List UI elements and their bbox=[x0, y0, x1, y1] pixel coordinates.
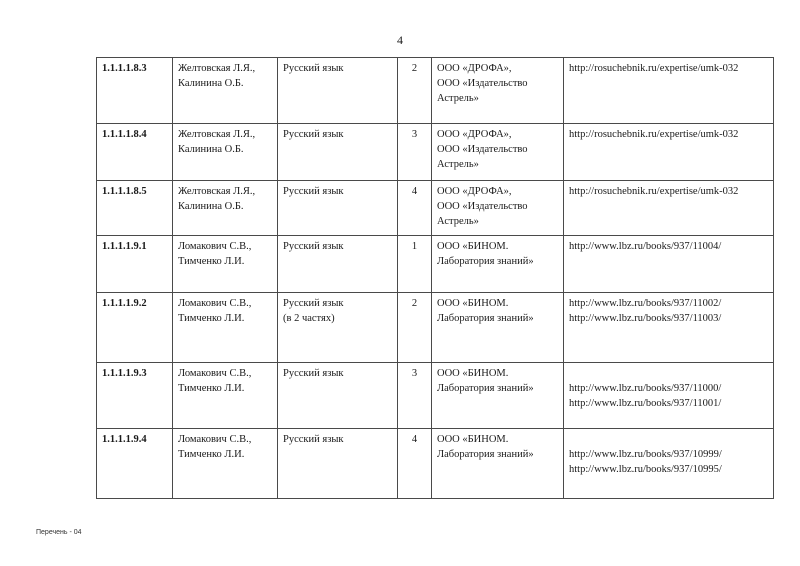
code-text: 1.1.1.1.8.3 bbox=[102, 63, 147, 74]
grade-text: 4 bbox=[411, 186, 418, 197]
code-text: 1.1.1.1.9.4 bbox=[102, 434, 147, 445]
cell-publisher bbox=[432, 124, 564, 181]
table-row bbox=[97, 181, 774, 236]
cell-code bbox=[97, 363, 173, 429]
grade-text: 3 bbox=[411, 368, 418, 379]
author-line: Желтовская Л.Я., bbox=[178, 63, 256, 74]
cell-links bbox=[564, 124, 774, 181]
cell-grade bbox=[398, 293, 432, 363]
cell-authors bbox=[173, 293, 278, 363]
cell-authors bbox=[173, 124, 278, 181]
cell-links bbox=[564, 236, 774, 293]
cell-publisher bbox=[432, 363, 564, 429]
textbook-table bbox=[96, 57, 774, 499]
cell-grade bbox=[398, 124, 432, 181]
cell-title bbox=[278, 429, 398, 499]
author-line: Ломакович С.В., bbox=[178, 434, 252, 445]
table-row bbox=[97, 236, 774, 293]
cell-publisher bbox=[432, 293, 564, 363]
url-link[interactable]: http://rosuchebnik.ru/expertise/umk-032 bbox=[569, 186, 739, 197]
cell-grade bbox=[398, 429, 432, 499]
grade-text: 3 bbox=[411, 129, 418, 140]
cell-authors bbox=[173, 58, 278, 124]
title-line: Русский язык bbox=[283, 434, 344, 445]
title-line: Русский язык bbox=[283, 129, 344, 140]
cell-title bbox=[278, 58, 398, 124]
table-body bbox=[97, 58, 774, 499]
page-number: 4 bbox=[397, 33, 403, 47]
url-link[interactable]: http://www.lbz.ru/books/937/11001/ bbox=[569, 398, 722, 409]
author-line: Тимченко Л.И. bbox=[178, 256, 245, 267]
title-line: (в 2 частях) bbox=[283, 313, 335, 324]
code-text: 1.1.1.1.8.5 bbox=[102, 186, 147, 197]
cell-links bbox=[564, 363, 774, 429]
cell-authors bbox=[173, 181, 278, 236]
url-link[interactable]: http://www.lbz.ru/books/937/11004/ bbox=[569, 241, 722, 252]
title-line: Русский язык bbox=[283, 298, 344, 309]
author-line: Калинина О.Б. bbox=[178, 78, 244, 89]
cell-grade bbox=[398, 58, 432, 124]
publisher-line: Астрель» bbox=[437, 159, 479, 170]
cell-links bbox=[564, 293, 774, 363]
cell-title bbox=[278, 363, 398, 429]
table-row bbox=[97, 124, 774, 181]
cell-code bbox=[97, 58, 173, 124]
url-link[interactable]: http://rosuchebnik.ru/expertise/umk-032 bbox=[569, 129, 739, 140]
spacer bbox=[569, 432, 768, 447]
author-line: Желтовская Л.Я., bbox=[178, 186, 256, 197]
cell-grade bbox=[398, 181, 432, 236]
author-line: Ломакович С.В., bbox=[178, 298, 252, 309]
author-line: Желтовская Л.Я., bbox=[178, 129, 256, 140]
title-line: Русский язык bbox=[283, 186, 344, 197]
author-line: Калинина О.Б. bbox=[178, 201, 244, 212]
table-row bbox=[97, 293, 774, 363]
cell-code bbox=[97, 124, 173, 181]
cell-code bbox=[97, 293, 173, 363]
title-line: Русский язык bbox=[283, 241, 344, 252]
grade-text: 2 bbox=[411, 298, 418, 309]
publisher-line: Астрель» bbox=[437, 93, 479, 104]
code-text: 1.1.1.1.9.1 bbox=[102, 241, 147, 252]
publisher-line: ООО «БИНОМ. bbox=[437, 241, 509, 252]
grade-text: 4 bbox=[411, 434, 418, 445]
cell-publisher bbox=[432, 236, 564, 293]
publisher-line: Лаборатория знаний» bbox=[437, 256, 534, 267]
cell-authors bbox=[173, 236, 278, 293]
cell-publisher bbox=[432, 429, 564, 499]
cell-publisher bbox=[432, 58, 564, 124]
cell-code bbox=[97, 181, 173, 236]
publisher-line: ООО «БИНОМ. bbox=[437, 298, 509, 309]
author-line: Тимченко Л.И. bbox=[178, 313, 245, 324]
cell-title bbox=[278, 181, 398, 236]
page-footer: Перечень - 04 bbox=[36, 529, 82, 536]
cell-code bbox=[97, 236, 173, 293]
cell-links bbox=[564, 429, 774, 499]
author-line: Калинина О.Б. bbox=[178, 144, 244, 155]
url-link[interactable]: http://rosuchebnik.ru/expertise/umk-032 bbox=[569, 63, 739, 74]
cell-authors bbox=[173, 429, 278, 499]
cell-grade bbox=[398, 236, 432, 293]
title-line: Русский язык bbox=[283, 63, 344, 74]
url-link[interactable]: http://www.lbz.ru/books/937/10999/ bbox=[569, 449, 722, 460]
publisher-line: ООО «БИНОМ. bbox=[437, 368, 509, 379]
grade-text: 2 bbox=[411, 63, 418, 74]
table-row bbox=[97, 363, 774, 429]
author-line: Ломакович С.В., bbox=[178, 241, 252, 252]
publisher-line: Астрель» bbox=[437, 216, 479, 227]
publisher-line: Лаборатория знаний» bbox=[437, 449, 534, 460]
publisher-line: ООО «ДРОФА», bbox=[437, 186, 512, 197]
cell-title bbox=[278, 293, 398, 363]
cell-publisher bbox=[432, 181, 564, 236]
cell-code bbox=[97, 429, 173, 499]
grade-text: 1 bbox=[411, 241, 418, 252]
code-text: 1.1.1.1.9.2 bbox=[102, 298, 147, 309]
author-line: Тимченко Л.И. bbox=[178, 449, 245, 460]
publisher-line: ООО «Издательство bbox=[437, 144, 528, 155]
table-row bbox=[97, 58, 774, 124]
url-link[interactable]: http://www.lbz.ru/books/937/10995/ bbox=[569, 464, 722, 475]
table-row bbox=[97, 429, 774, 499]
title-line: Русский язык bbox=[283, 368, 344, 379]
url-link[interactable]: http://www.lbz.ru/books/937/11003/ bbox=[569, 313, 722, 324]
spacer bbox=[569, 366, 768, 381]
publisher-line: ООО «БИНОМ. bbox=[437, 434, 509, 445]
author-line: Ломакович С.В., bbox=[178, 368, 252, 379]
cell-authors bbox=[173, 363, 278, 429]
cell-title bbox=[278, 124, 398, 181]
publisher-line: Лаборатория знаний» bbox=[437, 313, 534, 324]
cell-links bbox=[564, 58, 774, 124]
cell-links bbox=[564, 181, 774, 236]
publisher-line: ООО «Издательство bbox=[437, 201, 528, 212]
cell-grade bbox=[398, 363, 432, 429]
author-line: Тимченко Л.И. bbox=[178, 383, 245, 394]
publisher-line: ООО «ДРОФА», bbox=[437, 129, 512, 140]
code-text: 1.1.1.1.9.3 bbox=[102, 368, 147, 379]
publisher-line: Лаборатория знаний» bbox=[437, 383, 534, 394]
code-text: 1.1.1.1.8.4 bbox=[102, 129, 147, 140]
publisher-line: ООО «ДРОФА», bbox=[437, 63, 512, 74]
url-link[interactable]: http://www.lbz.ru/books/937/11002/ bbox=[569, 298, 722, 309]
publisher-line: ООО «Издательство bbox=[437, 78, 528, 89]
url-link[interactable]: http://www.lbz.ru/books/937/11000/ bbox=[569, 383, 722, 394]
cell-title bbox=[278, 236, 398, 293]
